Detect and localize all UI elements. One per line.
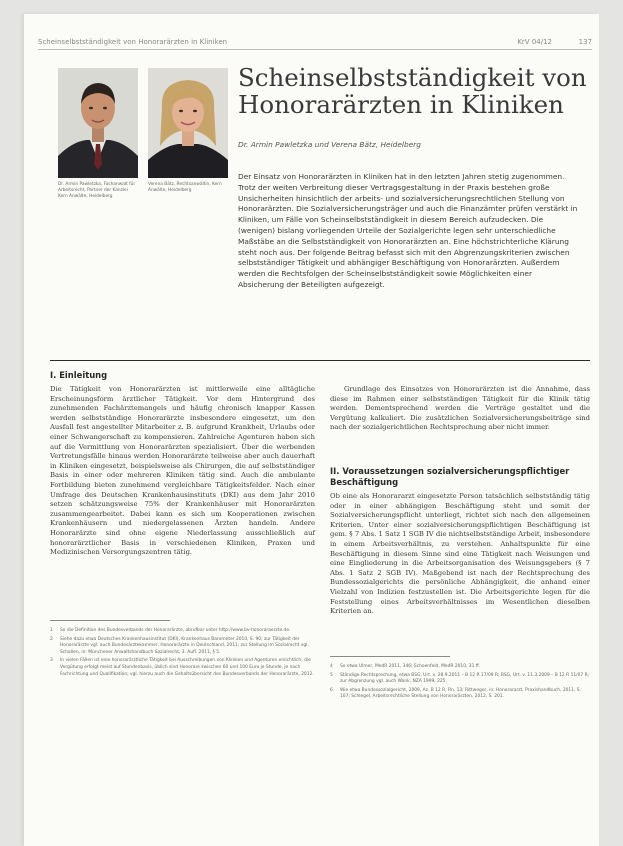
footnote [330,664,590,671]
section-divider [50,360,590,361]
footnotes-right [330,664,590,703]
body-einleitung: Die Tätigkeit von Honorarärzten ist mittlerweile eine alltägliche Erscheinungsform ärztlicher Tätigkeit. Vor dem Hintergrund des zunehmenden Fachärztemangels und häufig chronisch knapper Kassen werden selbstständige Honorarärzte insbesondere eingesetzt, um den Ausfall fest angestellter Mitarbeiter z. B. aufgrund Krankheit, Urlaubs oder einer Schwangerschaft zu kompensieren. Zahlreiche Agenturen haben sich auf die Vermittlung von Honorarärzten spezialisiert. Über die werbenden Vertretungsfälle hinaus werden Honorarärzte teilweise aber auch dauerhaft in Kliniken eingesetzt, beispielsweise als Chirurgen, die auf selbstständiger Basis in einer oder mehreren Kliniken tätig sind. Auch die ambulante Fortbildung bieten zunehmend vergleichbare Tätigkeitsfelder. Nach einer Umfrage des Deutschen Krankenhausinstituts (DKI) aus dem Jahr 2010 setzen schätzungsweise 75% der Krankenhäuser mit Honorarärzten zusammengearbeitet. Dabei kann es sich um Kooperationen zwischen Krankenhäusern und niedergelassenen Ärzten handeln. Andere Honorarärzte sind ohne eigene Niederlassung ausschließlich auf honorarärztlicher Basis in verschiedenen Kliniken, Praxen und Medizinischen Versorgungszentren tätig. [50,385,315,557]
footnote-number: 6 [330,687,333,693]
running-header [38,38,592,50]
footnote-text: So etwa Ulmer, MedR 2011, 346; Schoenfeld, MedR 2010, 31 ff. [340,664,481,669]
author-photo-baetz [148,68,228,178]
heading-voraussetzungen: II. Voraussetzungen sozialversicherungspflichtiger Beschäftigung [330,466,570,487]
page-number: 137 [578,38,592,46]
footnote-rule-right [330,656,450,657]
header-rule [38,49,592,50]
footnote [50,637,315,657]
footnote-number: 4 [330,664,333,669]
footnote-rule-left [50,620,170,621]
footnote [330,673,590,686]
footnote [50,628,315,635]
footnote-number: 3 [50,658,53,664]
heading-einleitung: I. Einleitung [50,370,108,380]
running-title: Scheinselbstständigkeit von Honorarärzten in Kliniken [38,38,228,46]
footnote-number: 1 [50,628,53,633]
article-title: Scheinselbstständigkeit von Honorarärzten in Kliniken [238,63,587,119]
footnote-text: In vielen Fällen ist eine honorarärztliche Tätigkeit bei Ausschreibungen von Kliniken und Agenturen ersichtlich; die Vergütung erfolgt meist auf Stundenbasis, üblich sind Honorare zwischen 60 und 100 Euro je Stunde, je nach Fachrichtung und Qualifikation; vgl. hierzu auch die Gehaltsübersicht des Bundesverbands der Honorarärzte, 2012. [60,658,314,677]
footnote [330,688,590,701]
footnote-number: 5 [330,672,333,678]
footnotes-left [50,628,315,680]
footnote-text: Ständige Rechtsprechung, etwa BSG, Urt. v. 28.9.2011 – B 12 R 17/09 R; BSG, Urt. v. 11.3.2009 – B 12 R 11/07 R; zur Abgrenzung vgl. auch Wank, NZA 1999, 225. [340,672,590,685]
footnote [50,658,315,678]
photo-caption-pawletzka: Dr. Armin Pawletzka, Fachanwalt für Arbeitsrecht, Partner der Kanzlei Kern Anwälte, Heidelberg [58,182,136,199]
article-authors: Dr. Armin Pawletzka und Verena Bätz, Heidelberg [238,140,421,149]
author-photo-pawletzka [58,68,138,178]
footnote-text: So die Definition des Bundesverbands der Honorarärzte, abrufbar unter http://www.bv-honoraraerzte.de. [60,628,291,633]
photo-caption-baetz: Verena Bätz, Rechtsanwältin, Kern Anwälte, Heidelberg [148,182,222,193]
body-voraussetzungen: Ob eine als Honorararzt eingesetzte Person tatsächlich selbstständig tätig oder in einer abhängigen Beschäftigung steht und somit der Sozialversicherungspflicht unterliegt, richtet sich nach den allgemeinen Kriterien. Unter einer sozialversicherungspflichtigen Beschäftigung ist gem. § 7 Abs. 1 Satz 1 SGB IV die nichtselbstständige Arbeit, insbesondere in einem Arbeitsverhältnis, zu verstehen. Anhaltspunkte für eine Beschäftigung in diesem Sinne sind eine Tätigkeit nach Weisungen und eine Eingliederung in die Arbeitsorganisation des Weisungsgebers (§ 7 Abs. 1 Satz 2 SGB IV). Maßgebend ist nach der Rechtsprechung des Bundessozialgerichts die persönliche Abhängigkeit, die anhand einer Vielzahl von Indizien festzustellen ist. Die Arbeitsgerichte legen für die Feststellung eines Arbeitsverhältnisses im Wesentlichen dieselben Kriterien an. [330,492,590,616]
footnote-text: Wie etwa Bundessozialgericht, 2009, Az. B 12 R, Rn. 13; Rittweger, in: Honorararzt, Praxishandbuch, 2011, S. 107; Schlegel, Arbeitsrechtliche Stellung von Honorarärzten, 2012, S. 201. [340,687,581,700]
body-grundlage: Grundlage des Einsatzes von Honorarärzten ist die Annahme, dass diese im Rahmen einer selbstständigen Tätigkeit für die Klinik tätig werden. Dementsprechend werden die Verträge gestaltet und die Vergütung kalkuliert. Die zusätzlichen Sozialversicherungsbeiträge sind nach der sozialgerichtlichen Rechtsprechung aber nicht immer. [330,385,590,432]
footnote-number: 2 [50,636,53,642]
issue-label: KrV 04/12 [517,38,552,46]
footnote-text: Siehe dazu etwa Deutsches Krankenhausinstitut (DKI), Krankenhaus Barometer 2010, S. 90; zur Tätigkeit der Honorarärzte vgl. auch Bundesärztekammer, Honorarärzte in Deutschland, 2011; zur Stellung im Sozialrecht vgl. Schallen, in: Münchener Anwaltshandbuch Sozialrecht, 3. Aufl. 2011, § 5. [60,636,309,655]
article-abstract: Der Einsatz von Honorarärzten in Kliniken hat in den letzten Jahren stetig zugenommen. Trotz der weiten Verbreitung dieser Vertragsgestaltung in der Praxis bestehen große Unsicherheiten hinsichtlich der arbeits- und sozialversicherungsrechtlichen Stellung von Honorarärzten. Die Sozialversicherungsträger und auch die Finanzämter prüfen verstärkt in Kliniken, um Fälle von Scheinselbstständigkeit in diesem Bereich aufzudecken. Die (wenigen) bislang vorliegenden Urteile der Sozialgerichte legen sehr unterschiedliche Maßstäbe an die Selbstständigkeit von Honorarärzten an. Eine höchstrichterliche Klärung steht noch aus. Der folgende Beitrag befasst sich mit den Abgrenzungskriterien zwischen selbstständiger Tätigkeit und abhängiger Beschäftigung von Honorarärzten. Außerdem werden die Rechtsfolgen der Scheinselbstständigkeit sowie Möglichkeiten einer Absicherung der Beteiligten aufgezeigt. [238,172,578,289]
